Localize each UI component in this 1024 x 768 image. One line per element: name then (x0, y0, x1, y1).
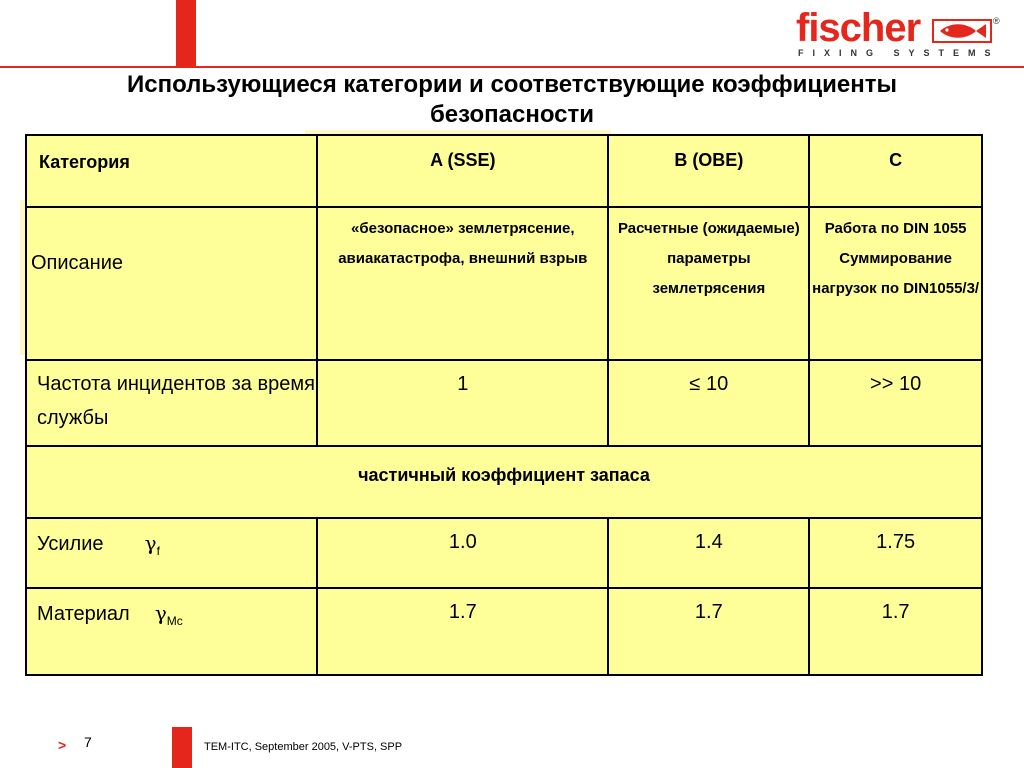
force-label: Усилие (37, 533, 104, 555)
material-b: 1.7 (608, 588, 809, 675)
logo-tagline: FIXING SYSTEMS (798, 48, 1000, 58)
frequency-a: 1 (317, 360, 608, 446)
page-title (0, 70, 1024, 130)
gamma-f-subscript: f (156, 544, 160, 558)
table-row-force (26, 518, 982, 588)
logo-registered-mark: ® (993, 16, 1000, 26)
section-partial-factor: частичный коэффициент запаса (26, 446, 982, 518)
footer-text: TEM-ITC, September 2005, V-PTS, SPP (204, 741, 403, 753)
description-label: Описание (26, 207, 317, 360)
frequency-b: ≤ 10 (608, 360, 809, 446)
table-row-frequency (26, 360, 982, 446)
footer-red-bar (172, 727, 192, 768)
force-b: 1.4 (608, 518, 809, 588)
force-a: 1.0 (317, 518, 608, 588)
footer-arrow-icon: > (58, 737, 67, 753)
header-col-c: C (809, 135, 982, 207)
gamma-f-symbol: γ (144, 531, 157, 555)
title-line-2: безопасности (429, 101, 595, 128)
description-b: Расчетные (ожидаемые) параметры землетрясения (608, 207, 809, 360)
force-label-cell (26, 518, 317, 588)
gamma-mc-symbol: γ (154, 601, 167, 625)
description-a: «безопасное» землетрясение, авиакатастрофа, внешний взрыв (317, 207, 608, 360)
fish-logo-icon (932, 18, 992, 44)
material-label-cell (26, 588, 317, 675)
header-col-b: B (OBE) (608, 135, 809, 207)
material-c: 1.7 (809, 588, 982, 675)
material-label: Материал (37, 603, 130, 625)
logo-word: fischer (796, 6, 921, 50)
table-row-description (26, 207, 982, 360)
table-row-material (26, 588, 982, 675)
header-col-a: A (SSE) (317, 135, 608, 207)
header-rule (0, 66, 1024, 68)
table-row-header (26, 135, 982, 207)
title-line-1: Использующиеся категории и соответствующие коэффициенты (127, 71, 897, 98)
safety-factor-table (25, 134, 983, 676)
force-c: 1.75 (809, 518, 982, 588)
gamma-mc-subscript: Mc (166, 614, 183, 628)
header-red-bar (176, 0, 196, 66)
material-a: 1.7 (317, 588, 608, 675)
frequency-c: >> 10 (809, 360, 982, 446)
page-number: 7 (84, 734, 92, 750)
fischer-logo (796, 6, 1006, 66)
frequency-label: Частота инцидентов за время службы (26, 360, 317, 446)
header-category: Категория (26, 135, 317, 207)
description-c: Работа по DIN 1055 Суммирование нагрузок по DIN1055/3/ (809, 207, 982, 360)
table-row-section (26, 446, 982, 518)
